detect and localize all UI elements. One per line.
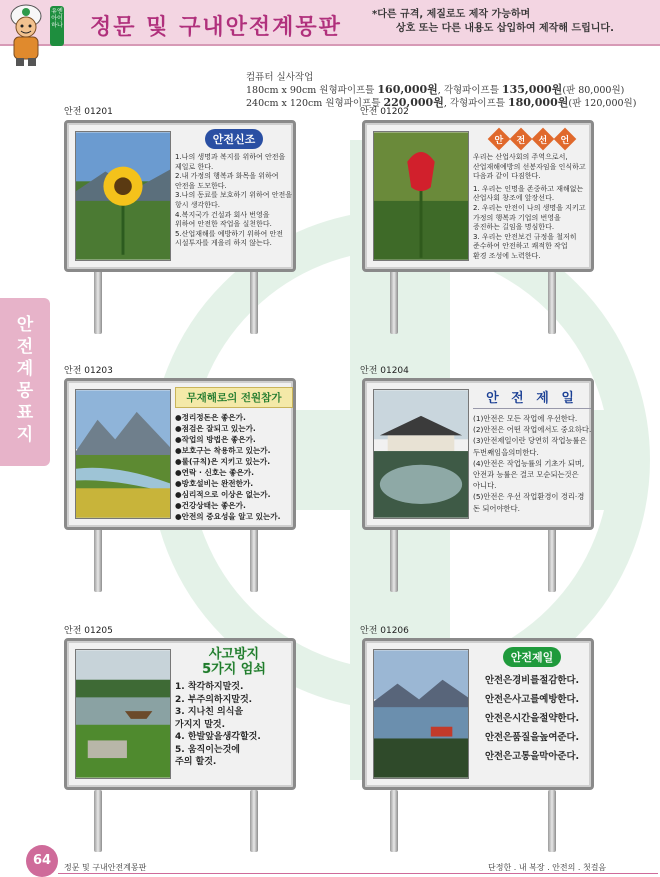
sign-line: ●작업의 방법은 좋은가.: [175, 435, 256, 444]
sign-text-panel: [175, 647, 293, 783]
sign-line: (1)안전은 모든 작업에 우선한다.: [473, 414, 578, 423]
sign-line: 1. 우리는 인명을 존중하고 재해없는: [473, 184, 584, 193]
header-note-line1: *다른 규격, 제질로도 제작 가능하며: [372, 9, 531, 20]
sign-line: 안전은시간을절약한다.: [484, 713, 580, 724]
sign-line: 증진하는 길임을 명심한다.: [473, 223, 555, 232]
sign-line: 3.나의 동료를 보호하기 위하여 안전을: [175, 191, 293, 200]
sign-line: 가지지 말것.: [175, 719, 226, 730]
sign-line: 1. 착각하지말것.: [175, 682, 244, 692]
sign-post: [250, 270, 258, 334]
title-diamond-char: 선: [538, 135, 548, 146]
sign-post: [548, 790, 556, 852]
sign-post: [390, 790, 398, 852]
temple-photo: [373, 389, 469, 519]
footer-slogan: 단정한 . 내 복장 . 안전의 . 첫걸음: [488, 863, 607, 872]
sign-title: 안전제일: [503, 647, 562, 667]
sign-line: 산업사회 창조에 앞장선다.: [473, 194, 555, 203]
title-diamond: [532, 128, 555, 151]
sign-line: 주의 할것.: [175, 757, 217, 767]
footer-title: 정문 및 구내안전계몽판: [64, 863, 147, 872]
sign-post: [548, 528, 556, 592]
sign-text-panel: [473, 387, 591, 523]
sign-line: 4.복지국가 건설과 회사 번영을: [175, 210, 270, 219]
sign-line: 2. 부주의하지말것.: [175, 694, 253, 705]
title-diamond: [554, 128, 577, 151]
pond-boat-photo: [75, 649, 171, 779]
sign-intro-line: 우리는 산업사회의 주역으로서,: [473, 153, 568, 161]
sign-lines: [473, 671, 591, 766]
sign-line: 2.내 가정의 행복과 화목을 위하여: [175, 172, 279, 181]
side-tab-label: 안전계몽표지: [16, 315, 34, 445]
tulip-photo: [373, 131, 469, 261]
sign-line: 5. 움직이는것에: [175, 744, 240, 755]
sign-post: [94, 270, 102, 334]
sign-title-line1: 사고방지: [208, 647, 260, 662]
title-diamond-char: 언: [560, 135, 570, 146]
sign-lines: [473, 185, 591, 262]
mountain-meadow-photo: [75, 389, 171, 519]
sunflower-photo: [75, 131, 171, 261]
mascot-icon: [4, 2, 48, 68]
sign-intro-line: 산업재해예방의 선봉자임을 인식하고: [473, 162, 586, 171]
footer-divider: [58, 873, 658, 874]
product-code: 안전 01201: [64, 107, 113, 117]
product-code: 안전 01202: [360, 107, 409, 117]
sign-line: 안전과 능률은 결코 모순되는것은: [473, 470, 579, 480]
sign-board: [362, 120, 594, 272]
sign-line: 안전은고통을막아준다.: [484, 751, 580, 762]
sign-line: 환경 조성에 노력한다.: [473, 251, 541, 260]
title-diamond-char: 안: [494, 135, 504, 146]
sign-line: 제일로 한다.: [175, 162, 214, 171]
sign-lines: [473, 413, 591, 514]
sign-board: [64, 638, 296, 790]
sign-lines: [175, 153, 293, 249]
sign-line: (3)안전제일이란 당연히 작업능률은: [473, 436, 587, 446]
sign-line: 4. 한발앞을생각할것.: [175, 732, 261, 742]
sign-line: 시설투자를 게을리 하지 않는다.: [175, 239, 272, 248]
sign-text-panel: [175, 129, 293, 265]
pricing-info: [246, 72, 636, 110]
sign-line: 준수하여 안전하고 쾌적한 작업: [473, 242, 568, 251]
pricing-row2: 240cm x 120cm 원형파이프틀 220,000원, 각형파이프틀 180,000원(판 120,000원): [246, 96, 637, 109]
product-code: 안전 01203: [64, 366, 113, 376]
lake-mountain-photo: [373, 649, 469, 779]
title-diamond: [488, 128, 511, 151]
sign-lines: [175, 412, 293, 522]
product-code: 안전 01204: [360, 366, 409, 376]
sign-board: [64, 378, 296, 530]
sign-line: 돈 되어야한다.: [473, 503, 520, 513]
sign-line: 가정의 행복과 기업의 번영을: [473, 213, 561, 222]
sign-title-line2: 5가지 엄쇠: [202, 662, 266, 677]
sign-line: 안전은품질을높여준다.: [484, 732, 580, 743]
sign-line: 위하여 안전한 작업을 실천한다.: [175, 220, 272, 229]
sign-line: ●방호설비는 완전한가.: [175, 479, 254, 488]
pricing-row1: 180cm x 90cm 원형파이프틀 160,000원, 각형파이프틀 135,000원(판 80,000원): [246, 83, 625, 96]
sign-title: 무재해로의 전원참가: [175, 387, 293, 408]
pricing-label: 컴퓨터 실사작업: [246, 72, 314, 83]
header-note-line2: 상호 또는 다른 내용도 삽입하여 제작해 드립니다.: [396, 23, 614, 34]
sign-title: 안전신조: [205, 129, 264, 149]
page-title: 정문 및 구내안전계몽판: [90, 15, 342, 40]
sign-line: ●연락 · 신호는 좋은가.: [175, 468, 255, 477]
sign-board: [362, 638, 594, 790]
header-note: [372, 8, 614, 36]
sign-line: ●룰(규칙)은 지키고 있는가.: [175, 457, 271, 466]
sign-line: 항시 생각한다.: [175, 200, 221, 209]
sign-post: [250, 790, 258, 852]
sign-text-panel: [175, 387, 293, 523]
title-diamond-char: 전: [516, 135, 526, 146]
sign-post: [94, 790, 102, 852]
sign-post: [250, 528, 258, 592]
sign-line: 아니다.: [473, 481, 497, 491]
sign-post: [94, 528, 102, 592]
sign-line: 3. 우리는 안전보건 규정을 철저히: [473, 232, 577, 241]
sign-intro: [473, 153, 591, 182]
sign-line: ●건강상태는 좋은가.: [175, 501, 246, 510]
sign-line: 두번째임을의미한다.: [473, 447, 539, 457]
sign-line: (5)안전은 우선 작업환경이 경리·경: [473, 492, 585, 502]
title-diamond: [510, 128, 533, 151]
sign-line: (2)안전은 어떤 작업에서도 중요하다.: [473, 425, 592, 435]
sign-line: ●안전의 중요성을 알고 있는가.: [175, 512, 281, 521]
sign-line: 안전을 도모한다.: [175, 181, 227, 190]
page-header: [0, 0, 660, 46]
page-number: 64: [26, 845, 58, 877]
sign-intro-line: 다음과 같이 다짐한다.: [473, 172, 541, 181]
sign-post: [548, 270, 556, 334]
sign-post: [390, 270, 398, 334]
header-badge: 유엔아이하나: [50, 6, 64, 46]
sign-line: 3. 지나친 의식을: [175, 707, 244, 717]
sign-line: ●정리정돈은 좋은가.: [175, 413, 246, 422]
sign-lines: [175, 681, 293, 769]
sign-line: 1.나의 생명과 복지를 위하여 안전을: [175, 153, 286, 161]
sign-line: 안전은경비를절감한다.: [484, 675, 580, 686]
sign-line: (4)안전은 작업능률의 기초가 되며,: [473, 458, 585, 468]
sign-line: 2. 우리는 안전이 나의 생명을 지키고: [473, 203, 586, 212]
sign-line: ●보호구는 착용하고 있는가.: [175, 446, 271, 455]
sign-title-diamonds: [473, 129, 591, 149]
sign-board: [64, 120, 296, 272]
product-code: 안전 01206: [360, 626, 409, 636]
sign-board: [362, 378, 594, 530]
sign-line: 5.산업재해를 예방하기 위하여 안전: [175, 229, 284, 238]
sign-post: [390, 528, 398, 592]
sign-title: [175, 647, 293, 677]
sign-line: 안전은사고를예방한다.: [484, 694, 580, 705]
sign-line: ●점검은 잘되고 있는가.: [175, 424, 256, 433]
sign-text-panel: [473, 129, 591, 265]
sign-text-panel: [473, 647, 591, 783]
product-code: 안전 01205: [64, 626, 113, 636]
sign-line: ●심리적으로 이상은 없는가.: [175, 490, 271, 499]
side-tab: [0, 298, 50, 466]
sign-title: 안 전 제 일: [473, 387, 591, 409]
